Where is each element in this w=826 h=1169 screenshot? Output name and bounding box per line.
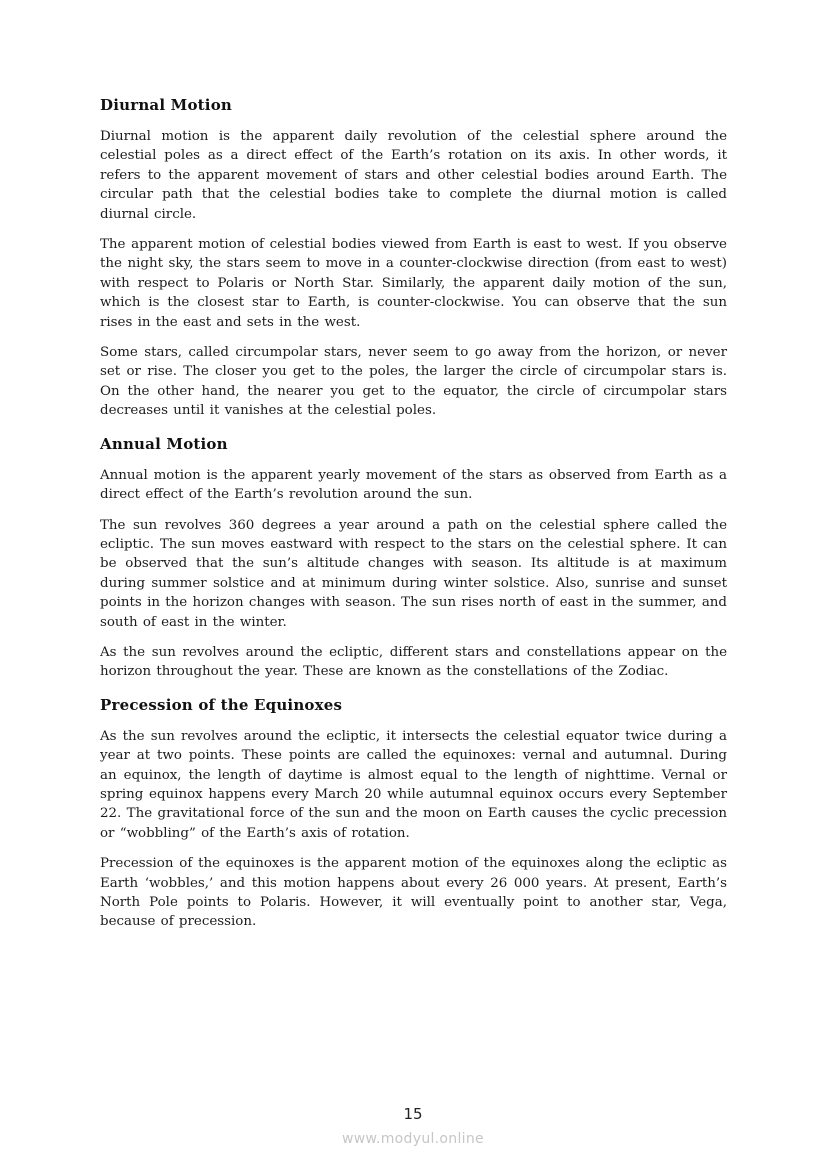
paragraph: The apparent motion of celestial bodies viewed from Earth is east to west. If you observe the night sky, the stars seem to move in a counter-clockwise direction (from east to west) with respect to Polaris or North Star. Similarly, the apparent daily motion of the sun, which is the closest star to Earth, is counter-clockwise. You can observe that the sun rises in the east and sets in the west. <box>100 237 727 330</box>
watermark-url: www.modyul.online <box>342 1131 484 1147</box>
paragraph: The sun revolves 360 degrees a year around a path on the celestial sphere called the ecliptic. The sun moves eastward with respect to the stars on the celestial sphere. It can be observed that the sun’s altitude changes with season. Its altitude is at maximum during summer solstice and at minimum during winter solstice. Also, sunrise and sunset points in the horizon changes with season. The sun rises north of east in the summer, and south of east in the winter. <box>100 517 727 630</box>
section-precession-of-the-equinoxes <box>100 696 727 932</box>
section-annual-motion <box>100 435 727 682</box>
paragraph: Annual motion is the apparent yearly movement of the stars as observed from Earth as a direct effect of the Earth’s revolution around the sun. <box>100 467 727 503</box>
paragraph: Diurnal motion is the apparent daily revolution of the celestial sphere around the celestial poles as a direct effect of the Earth’s rotation on its axis. In other words, it refers to the apparent movement of stars and other celestial bodies around Earth. The circular path that the celestial bodies take to complete the diurnal motion is called diurnal circle. <box>100 129 727 222</box>
paragraph: Precession of the equinoxes is the apparent motion of the equinoxes along the ecliptic as Earth ‘wobbles,’ and this motion happens about every 26 000 years. At present, Earth’s North Pole points to Polaris. However, it will eventually point to another star, Vega, because of precession. <box>100 856 727 930</box>
section-diurnal-motion <box>100 96 727 421</box>
section-heading: Annual Motion <box>100 434 228 453</box>
paragraph: Some stars, called circumpolar stars, never seem to go away from the horizon, or never set or rise. The closer you get to the poles, the larger the circle of circumpolar stars is. On the other hand, the nearer you get to the equator, the circle of circumpolar stars decreases until it vanishes at the celestial poles. <box>100 345 727 419</box>
section-heading: Diurnal Motion <box>100 96 233 114</box>
paragraph: As the sun revolves around the ecliptic, it intersects the celestial equator twice during a year at two points. These points are called the equinoxes: vernal and autumnal. During an equinox, the length of daytime is almost equal to the length of nighttime. Vernal or spring equinox happens every March 20 while autumnal equinox occurs every September 22. The gravitational force of the sun and the moon on Earth causes the cyclic precession or “wobbling” of the Earth’s axis of rotation. <box>100 728 727 841</box>
page-number: 15 <box>403 1105 423 1123</box>
paragraph: As the sun revolves around the ecliptic, different stars and constellations appear on the horizon throughout the year. These are known as the constellations of the Zodiac. <box>100 644 727 680</box>
page-footer <box>0 1079 826 1169</box>
section-heading: Precession of the Equinoxes <box>100 695 343 714</box>
